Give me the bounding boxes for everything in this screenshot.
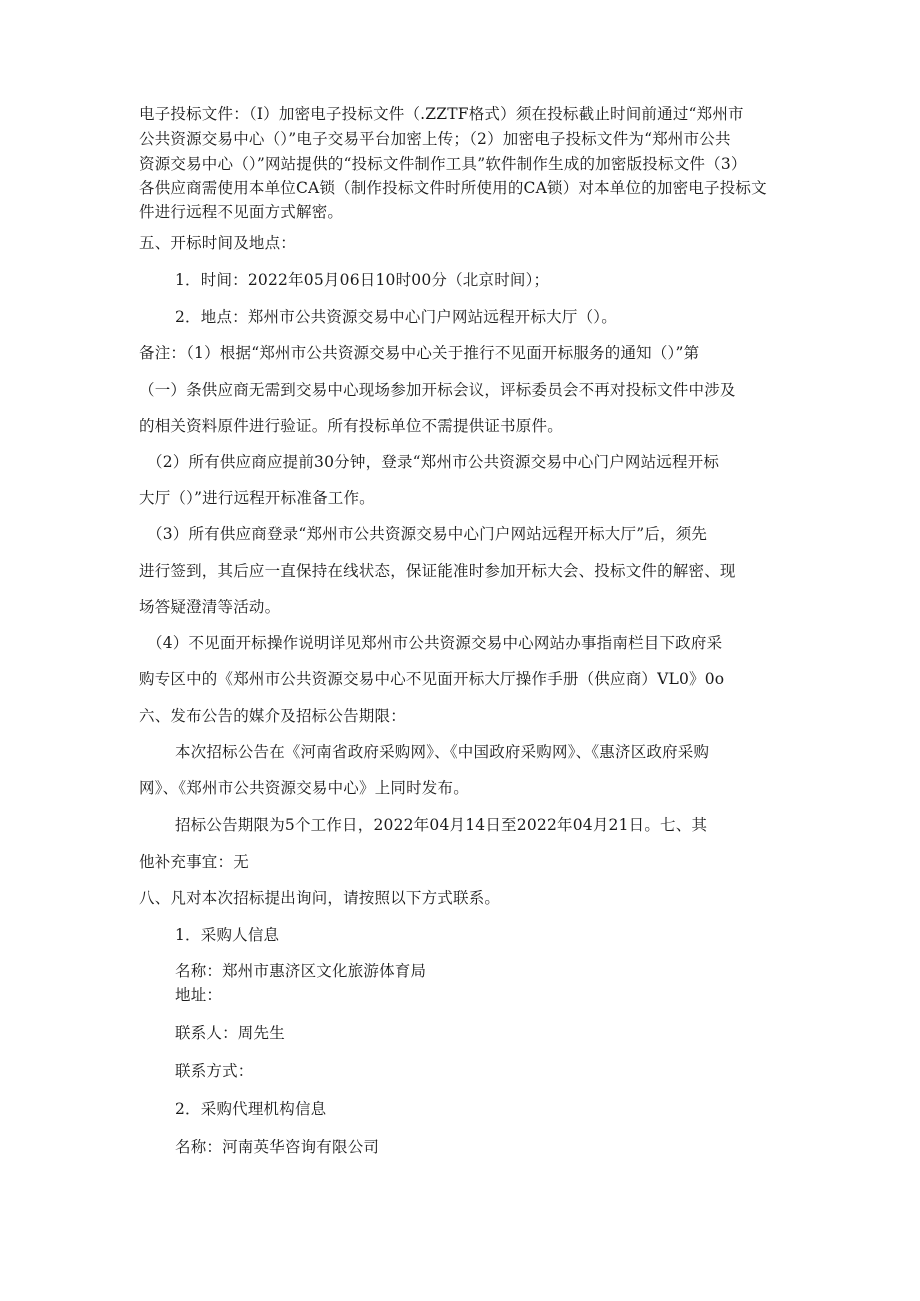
section-heading: 五、开标时间及地点： — [139, 234, 297, 252]
section-heading: 八、凡对本次招标提出询问，请按照以下方式联系。 — [139, 889, 501, 907]
text-line: 的相关资料原件进行验证。所有投标单位不需提供证书原件。 — [139, 417, 563, 435]
text-line: 本次招标公告在《河南省政府采购网》、《中国政府采购网》、《惠济区政府采购 — [175, 743, 710, 761]
text-line: 进行签到，其后应一直保持在线状态，保证能准时参加开标大会、投标文件的解密、现 — [139, 562, 736, 580]
text-line: 资源交易中心（）”网站提供的“投标文件制作工具”软件制作生成的加密版投标文件（3） — [139, 155, 747, 173]
text-line: 招标公告期限为5个工作日，2022年04月14日至2022年04月21日。七、其 — [175, 816, 708, 834]
text-line: 联系人：周先生 — [175, 1024, 285, 1042]
text-line: 联系方式： — [175, 1062, 254, 1080]
section-heading: 六、发布公告的媒介及招标公告期限： — [139, 707, 406, 725]
text-line: （2）所有供应商应提前30分钟，登录“郑州市公共资源交易中心门户网站远程开标 — [147, 453, 720, 471]
text-line: 名称：郑州市惠济区文化旅游体育局 — [175, 962, 427, 980]
text-line: 公共资源交易中心（）”电子交易平台加密上传；（2）加密电子投标文件为“郑州市公共 — [139, 130, 731, 148]
text-line: 1．采购人信息 — [175, 926, 280, 944]
text-line: 大厅（）”进行远程开标准备工作。 — [139, 489, 375, 507]
text-line: 2．采购代理机构信息 — [175, 1100, 327, 1118]
text-line: 网》、《郑州市公共资源交易中心》上同时发布。 — [139, 779, 469, 797]
text-line: 地址： — [175, 986, 223, 1004]
text-line: 电子投标文件：（I）加密电子投标文件（.ZZTF格式）须在投标截止时间前通过“郑州市 — [139, 105, 744, 123]
text-line: 备注：（1）根据“郑州市公共资源交易中心关于推行不见面开标服务的通知（）”第 — [139, 344, 700, 362]
text-line: （3）所有供应商登录“郑州市公共资源交易中心门户网站远程开标大厅”后，须先 — [147, 525, 708, 543]
text-line: 名称：河南英华咨询有限公司 — [175, 1138, 380, 1156]
text-line: （一）条供应商无需到交易中心现场参加开标会议，评标委员会不再对投标文件中涉及 — [139, 381, 736, 399]
text-line: 各供应商需使用本单位CA锁（制作投标文件时所使用的CA锁）对本单位的加密电子投标文 — [139, 179, 767, 197]
text-line: （4）不见面开标操作说明详见郑州市公共资源交易中心网站办事指南栏目下政府采 — [147, 634, 723, 652]
text-line: 他补充事宜：无 — [139, 853, 249, 871]
text-line: 1．时间：2022年05月06日10时00分（北京时间）； — [175, 271, 550, 289]
text-line: 2．地点：郑州市公共资源交易中心门户网站远程开标大厅（）。 — [175, 308, 617, 326]
text-line: 购专区中的《郑州市公共资源交易中心不见面开标大厅操作手册（供应商）VL0》0o — [139, 670, 725, 688]
text-line: 场答疑澄清等活动。 — [139, 598, 281, 616]
text-line: 件进行远程不见面方式解密。 — [139, 203, 344, 221]
